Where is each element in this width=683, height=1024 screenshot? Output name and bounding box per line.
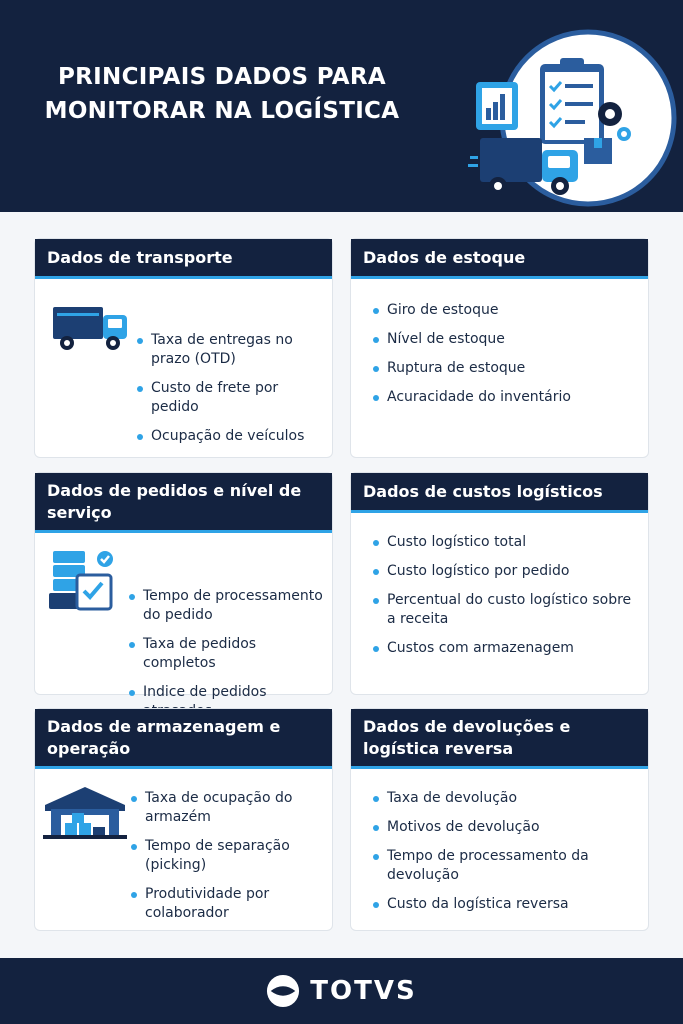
list-item: Custo de frete por pedido	[137, 379, 327, 417]
card-title: Dados de estoque	[363, 247, 526, 267]
list-item: Percentual do custo logístico sobre a receita	[373, 591, 638, 629]
title-line-1: PRINCIPAIS DADOS PARA	[58, 64, 386, 90]
list-item: Custo da logística reversa	[373, 895, 638, 914]
card-title: Dados de custos logísticos	[363, 481, 603, 501]
card-transport-data	[34, 238, 333, 458]
card-inventory-data	[350, 238, 649, 458]
list-item: Taxa de ocupação do armazém	[131, 789, 327, 827]
list-item: Custo logístico por pedido	[373, 562, 638, 581]
card-header	[351, 473, 648, 513]
metric-list	[373, 533, 638, 668]
list-item: Produtividade por colaborador	[131, 885, 327, 923]
list-item: Custos com armazenagem	[373, 639, 638, 658]
list-item: Indice de pedidos	[129, 683, 333, 721]
list-item: Ocupação de veículos	[137, 427, 327, 446]
card-header	[35, 239, 332, 279]
card-header	[35, 709, 332, 769]
list-item: Tempo de processamento do pedido	[129, 587, 333, 625]
metric-list	[373, 789, 638, 924]
card-header	[351, 709, 648, 769]
card-logistics-costs-data	[350, 472, 649, 695]
list-item: Tempo de processamento da devolução	[373, 847, 638, 885]
title-line-2: MONITORAR NA LOGÍSTICA	[44, 98, 400, 124]
card-title: Dados de transporte	[47, 247, 233, 267]
list-item: Taxa de pedidos completos	[129, 635, 333, 673]
card-header	[351, 239, 648, 279]
list-item: Motivos de devolução	[373, 818, 638, 837]
card-returns-reverse-logistics-data	[350, 708, 649, 931]
list-item: Acuracidade do inventário	[373, 388, 638, 407]
brand-name: TOTVS	[310, 976, 417, 1006]
page-title	[22, 60, 422, 128]
card-title: Dados de armazenagem e operação	[47, 716, 281, 758]
metric-list	[137, 331, 327, 456]
warehouse-icon	[43, 785, 127, 839]
metric-list	[131, 789, 327, 933]
list-item: Nível de estoque	[373, 330, 638, 349]
logistics-illustration-icon	[468, 30, 668, 210]
list-item: Tempo de separação (picking)	[131, 837, 327, 875]
header-banner	[0, 0, 683, 212]
orders-checklist-icon	[47, 549, 117, 613]
list-item: Taxa de entregas no prazo (OTD)	[137, 331, 327, 369]
list-item: Giro de estoque	[373, 301, 638, 320]
footer-bar	[0, 958, 683, 1024]
card-title: Dados de devoluções e logística reversa	[363, 716, 571, 758]
list-item: Ruptura de estoque	[373, 359, 638, 378]
list-item: Taxa de devolução	[373, 789, 638, 808]
list-item: Custo logístico total	[373, 533, 638, 552]
card-title: Dados de pedidos e nível de serviço	[47, 480, 302, 522]
truck-icon	[51, 301, 131, 353]
card-header	[35, 473, 332, 533]
metric-list	[373, 301, 638, 417]
card-orders-service-data	[34, 472, 333, 700]
card-warehouse-operation-data	[34, 708, 333, 931]
totvs-logo-icon	[266, 974, 300, 1008]
